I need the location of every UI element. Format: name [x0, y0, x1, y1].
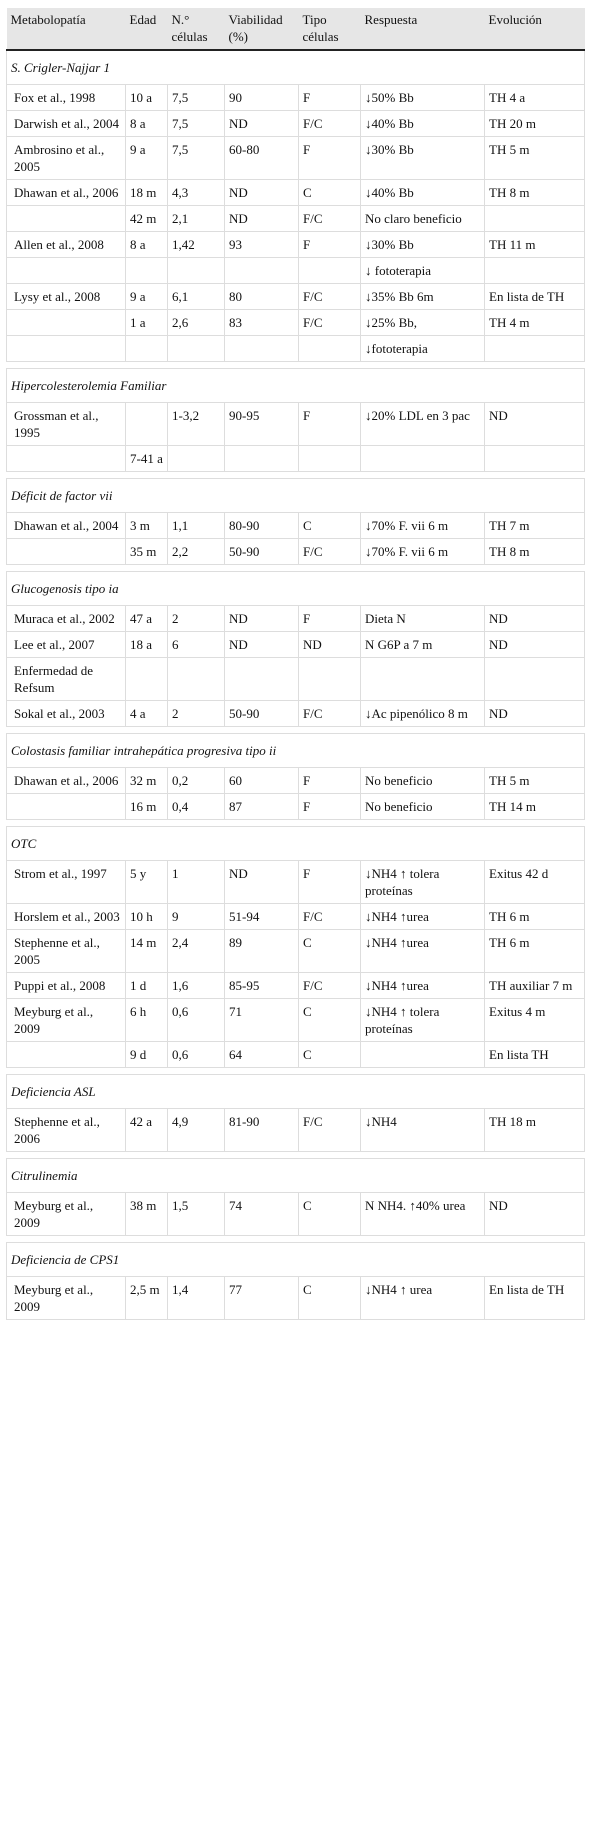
table-cell: ND: [299, 632, 361, 658]
spacer-cell: [7, 1068, 585, 1075]
table-cell: 14 m: [126, 930, 168, 973]
table-cell: ↓NH4 ↑urea: [361, 930, 485, 973]
table-cell: 2,2: [168, 539, 225, 565]
table-cell: 1-3,2: [168, 403, 225, 446]
table-cell: Stephenne et al., 2006: [7, 1109, 126, 1152]
table-cell: [168, 658, 225, 701]
table-cell: ↓ fototerapia: [361, 258, 485, 284]
table-cell: 77: [225, 1277, 299, 1320]
table-cell: [299, 446, 361, 472]
table-cell: ↓NH4 ↑urea: [361, 904, 485, 930]
spacer-cell: [7, 472, 585, 479]
section-spacer: [7, 727, 585, 734]
table-cell: 4,9: [168, 1109, 225, 1152]
table-cell: 71: [225, 999, 299, 1042]
table-row: [7, 1277, 585, 1320]
table-cell: 80-90: [225, 513, 299, 539]
section-spacer: [7, 1068, 585, 1075]
col-header: Tipo células: [299, 8, 361, 50]
section-header-row: [7, 1243, 585, 1277]
table-cell: ↓fototerapia: [361, 336, 485, 362]
table-cell: ND: [225, 632, 299, 658]
table-cell: TH 18 m: [485, 1109, 585, 1152]
table-row: [7, 111, 585, 137]
table-row: [7, 794, 585, 820]
section-header-row: [7, 572, 585, 606]
table-cell: ↓30% Bb: [361, 137, 485, 180]
section-spacer: [7, 820, 585, 827]
table-row: [7, 336, 585, 362]
section-title: S. Crigler-Najjar 1: [7, 50, 585, 85]
spacer-cell: [7, 1152, 585, 1159]
table-cell: En lista de TH: [485, 1277, 585, 1320]
table-cell: [361, 446, 485, 472]
table-cell: TH auxiliar 7 m: [485, 973, 585, 999]
table-cell: 9 a: [126, 284, 168, 310]
table-row: [7, 1042, 585, 1068]
table-cell: Lysy et al., 2008: [7, 284, 126, 310]
table-cell: 1,5: [168, 1193, 225, 1236]
table-cell: No beneficio: [361, 794, 485, 820]
table-cell: TH 7 m: [485, 513, 585, 539]
table-cell: 9: [168, 904, 225, 930]
table-cell: [7, 336, 126, 362]
table-cell: [361, 658, 485, 701]
table-cell: 80: [225, 284, 299, 310]
col-header: Viabilidad (%): [225, 8, 299, 50]
table-cell: [225, 336, 299, 362]
table-cell: F/C: [299, 539, 361, 565]
table-cell: [225, 258, 299, 284]
table-cell: 16 m: [126, 794, 168, 820]
table-cell: ↓40% Bb: [361, 111, 485, 137]
table-cell: [7, 794, 126, 820]
table-cell: 7,5: [168, 137, 225, 180]
table-row: [7, 973, 585, 999]
table-cell: Darwish et al., 2004: [7, 111, 126, 137]
table-cell: F: [299, 85, 361, 111]
table-cell: [7, 539, 126, 565]
table-cell: F/C: [299, 1109, 361, 1152]
table-cell: 4 a: [126, 701, 168, 727]
table-row: [7, 85, 585, 111]
table-cell: Muraca et al., 2002: [7, 606, 126, 632]
table-cell: 0,2: [168, 768, 225, 794]
table-cell: ↓20% LDL en 3 pac: [361, 403, 485, 446]
table-cell: 83: [225, 310, 299, 336]
section-header-row: [7, 734, 585, 768]
table-row: [7, 539, 585, 565]
table-cell: Enfermedad de Refsum: [7, 658, 126, 701]
section-title: Citrulinemia: [7, 1159, 585, 1193]
table-cell: [225, 446, 299, 472]
table-cell: [7, 310, 126, 336]
spacer-cell: [7, 565, 585, 572]
table-cell: C: [299, 513, 361, 539]
table-cell: ↓NH4 ↑urea: [361, 973, 485, 999]
table-cell: Dhawan et al., 2006: [7, 768, 126, 794]
table-cell: [7, 1042, 126, 1068]
table-row: [7, 632, 585, 658]
table-cell: [7, 258, 126, 284]
table-cell: 42 m: [126, 206, 168, 232]
section-title: Deficiencia de CPS1: [7, 1243, 585, 1277]
table-cell: 0,6: [168, 1042, 225, 1068]
section-title: OTC: [7, 827, 585, 861]
table-cell: [126, 403, 168, 446]
table-cell: 85-95: [225, 973, 299, 999]
table-row: [7, 1193, 585, 1236]
section-spacer: [7, 1152, 585, 1159]
table-cell: Sokal et al., 2003: [7, 701, 126, 727]
table-cell: [7, 446, 126, 472]
table-cell: 2,4: [168, 930, 225, 973]
table-cell: ↓35% Bb 6m: [361, 284, 485, 310]
table-row: [7, 206, 585, 232]
table-cell: 0,6: [168, 999, 225, 1042]
table-cell: ↓30% Bb: [361, 232, 485, 258]
table-cell: 18 m: [126, 180, 168, 206]
table-cell: C: [299, 1277, 361, 1320]
table-row: [7, 861, 585, 904]
table-cell: ↓50% Bb: [361, 85, 485, 111]
table-cell: 2: [168, 606, 225, 632]
table-cell: 2,1: [168, 206, 225, 232]
table-cell: N NH4. ↑40% urea: [361, 1193, 485, 1236]
table-cell: TH 4 m: [485, 310, 585, 336]
section-title: Hipercolesterolemia Familiar: [7, 369, 585, 403]
table-cell: ND: [485, 606, 585, 632]
table-cell: ND: [485, 403, 585, 446]
table-cell: 8 a: [126, 232, 168, 258]
table-cell: En lista de TH: [485, 284, 585, 310]
table-cell: [299, 258, 361, 284]
metabolic-table: [6, 8, 585, 1320]
section-header-row: [7, 369, 585, 403]
table-row: [7, 904, 585, 930]
table-cell: 9 d: [126, 1042, 168, 1068]
col-header: Metabolopatía: [7, 8, 126, 50]
table-cell: 10 a: [126, 85, 168, 111]
table-cell: ↓Ac pipenólico 8 m: [361, 701, 485, 727]
table-cell: ↓NH4 ↑ tolera proteínas: [361, 999, 485, 1042]
table-cell: 10 h: [126, 904, 168, 930]
table-cell: [299, 658, 361, 701]
table-cell: F/C: [299, 284, 361, 310]
table-cell: ↓70% F. vii 6 m: [361, 513, 485, 539]
table-cell: 81-90: [225, 1109, 299, 1152]
table-cell: TH 8 m: [485, 180, 585, 206]
table-cell: 93: [225, 232, 299, 258]
table-cell: Puppi et al., 2008: [7, 973, 126, 999]
table-cell: ND: [225, 606, 299, 632]
spacer-cell: [7, 1236, 585, 1243]
table-cell: Ambrosino et al., 2005: [7, 137, 126, 180]
table-cell: 2: [168, 701, 225, 727]
table-row: [7, 999, 585, 1042]
table-row: [7, 310, 585, 336]
section-header-row: [7, 50, 585, 85]
table-row: [7, 606, 585, 632]
table-cell: [7, 206, 126, 232]
table-cell: 42 a: [126, 1109, 168, 1152]
section-spacer: [7, 472, 585, 479]
table-cell: [225, 658, 299, 701]
table-cell: Meyburg et al., 2009: [7, 999, 126, 1042]
table-cell: [485, 658, 585, 701]
table-cell: 2,5 m: [126, 1277, 168, 1320]
table-cell: 60: [225, 768, 299, 794]
table-row: [7, 137, 585, 180]
table-cell: Exitus 4 m: [485, 999, 585, 1042]
table-cell: TH 8 m: [485, 539, 585, 565]
table-cell: [126, 658, 168, 701]
table-row: [7, 180, 585, 206]
table-cell: C: [299, 1193, 361, 1236]
table-cell: No beneficio: [361, 768, 485, 794]
table-cell: TH 5 m: [485, 137, 585, 180]
section-spacer: [7, 565, 585, 572]
table-cell: Stephenne et al., 2005: [7, 930, 126, 973]
table-cell: En lista TH: [485, 1042, 585, 1068]
table-cell: 6: [168, 632, 225, 658]
table-row: [7, 232, 585, 258]
table-cell: F: [299, 794, 361, 820]
table-cell: [485, 206, 585, 232]
table-cell: Strom et al., 1997: [7, 861, 126, 904]
table-cell: C: [299, 930, 361, 973]
table-cell: ↓40% Bb: [361, 180, 485, 206]
section-title: Colostasis familiar intrahepática progresiva tipo ii: [7, 734, 585, 768]
table-cell: 1,42: [168, 232, 225, 258]
section-header-row: [7, 1075, 585, 1109]
table-cell: ND: [485, 1193, 585, 1236]
table-row: [7, 930, 585, 973]
table-cell: F/C: [299, 310, 361, 336]
table-body: [7, 50, 585, 1320]
table-cell: 5 y: [126, 861, 168, 904]
table-cell: ↓25% Bb,: [361, 310, 485, 336]
section-header-row: [7, 1159, 585, 1193]
table-cell: ND: [485, 701, 585, 727]
table-cell: C: [299, 999, 361, 1042]
table-cell: ND: [485, 632, 585, 658]
table-cell: TH 5 m: [485, 768, 585, 794]
table-row: [7, 258, 585, 284]
table-cell: 7-41 a: [126, 446, 168, 472]
col-header: N.° células: [168, 8, 225, 50]
table-cell: Dieta N: [361, 606, 485, 632]
table-cell: [168, 446, 225, 472]
table-cell: F/C: [299, 973, 361, 999]
table-cell: Grossman et al., 1995: [7, 403, 126, 446]
table-cell: Dhawan et al., 2006: [7, 180, 126, 206]
table-cell: [485, 336, 585, 362]
table-cell: ND: [225, 180, 299, 206]
table-cell: 51-94: [225, 904, 299, 930]
table-cell: 32 m: [126, 768, 168, 794]
table-cell: TH 6 m: [485, 904, 585, 930]
table-cell: [299, 336, 361, 362]
table-cell: 6,1: [168, 284, 225, 310]
col-header: Respuesta: [361, 8, 485, 50]
spacer-cell: [7, 820, 585, 827]
table-cell: F: [299, 606, 361, 632]
table-cell: 1: [168, 861, 225, 904]
table-cell: F: [299, 137, 361, 180]
table-cell: 9 a: [126, 137, 168, 180]
table-cell: [485, 446, 585, 472]
table-cell: 90-95: [225, 403, 299, 446]
table-cell: ↓NH4: [361, 1109, 485, 1152]
section-header-row: [7, 479, 585, 513]
table-cell: ND: [225, 861, 299, 904]
col-header: Edad: [126, 8, 168, 50]
table-cell: Exitus 42 d: [485, 861, 585, 904]
table-cell: C: [299, 180, 361, 206]
table-cell: F: [299, 403, 361, 446]
spacer-cell: [7, 727, 585, 734]
table-cell: 0,4: [168, 794, 225, 820]
table-cell: F: [299, 861, 361, 904]
table-row: [7, 658, 585, 701]
table-cell: Horslem et al., 2003: [7, 904, 126, 930]
table-cell: N G6P a 7 m: [361, 632, 485, 658]
table-cell: [126, 258, 168, 284]
table-row: [7, 513, 585, 539]
table-cell: [126, 336, 168, 362]
table-cell: 47 a: [126, 606, 168, 632]
table-cell: TH 6 m: [485, 930, 585, 973]
table-cell: ↓70% F. vii 6 m: [361, 539, 485, 565]
table-cell: [168, 258, 225, 284]
table-cell: TH 11 m: [485, 232, 585, 258]
spacer-cell: [7, 362, 585, 369]
table-cell: 7,5: [168, 85, 225, 111]
table-cell: Meyburg et al., 2009: [7, 1193, 126, 1236]
table-cell: 1 d: [126, 973, 168, 999]
table-cell: 18 a: [126, 632, 168, 658]
table-cell: Fox et al., 1998: [7, 85, 126, 111]
table-cell: Meyburg et al., 2009: [7, 1277, 126, 1320]
table-cell: 8 a: [126, 111, 168, 137]
section-title: Deficiencia ASL: [7, 1075, 585, 1109]
table-cell: 35 m: [126, 539, 168, 565]
table-cell: Allen et al., 2008: [7, 232, 126, 258]
table-cell: F: [299, 232, 361, 258]
table-cell: 6 h: [126, 999, 168, 1042]
table-cell: F: [299, 768, 361, 794]
table-cell: F/C: [299, 904, 361, 930]
table-row: [7, 403, 585, 446]
table-cell: [168, 336, 225, 362]
table-cell: ND: [225, 111, 299, 137]
section-spacer: [7, 1236, 585, 1243]
table-cell: 74: [225, 1193, 299, 1236]
table-cell: [361, 1042, 485, 1068]
table-cell: TH 4 a: [485, 85, 585, 111]
header-row: [7, 8, 585, 50]
table-cell: 87: [225, 794, 299, 820]
table-cell: TH 14 m: [485, 794, 585, 820]
table-cell: ↓NH4 ↑ urea: [361, 1277, 485, 1320]
table-cell: Lee et al., 2007: [7, 632, 126, 658]
table-cell: C: [299, 1042, 361, 1068]
section-title: Glucogenosis tipo ia: [7, 572, 585, 606]
table-cell: 90: [225, 85, 299, 111]
table-cell: 1,1: [168, 513, 225, 539]
section-spacer: [7, 362, 585, 369]
table-cell: 1,4: [168, 1277, 225, 1320]
table-row: [7, 1109, 585, 1152]
table-cell: F/C: [299, 111, 361, 137]
table-cell: 89: [225, 930, 299, 973]
table-cell: 1 a: [126, 310, 168, 336]
table-cell: TH 20 m: [485, 111, 585, 137]
table-cell: 60-80: [225, 137, 299, 180]
table-cell: 7,5: [168, 111, 225, 137]
table-cell: 2,6: [168, 310, 225, 336]
table-cell: No claro beneficio: [361, 206, 485, 232]
table-cell: [485, 258, 585, 284]
table-cell: 50-90: [225, 539, 299, 565]
section-header-row: [7, 827, 585, 861]
table-row: [7, 768, 585, 794]
table-cell: 64: [225, 1042, 299, 1068]
section-title: Déficit de factor vii: [7, 479, 585, 513]
table-cell: 3 m: [126, 513, 168, 539]
table-cell: 4,3: [168, 180, 225, 206]
table-cell: 38 m: [126, 1193, 168, 1236]
table-cell: 50-90: [225, 701, 299, 727]
table-row: [7, 701, 585, 727]
table-cell: Dhawan et al., 2004: [7, 513, 126, 539]
table-cell: 1,6: [168, 973, 225, 999]
table-cell: ↓NH4 ↑ tolera proteínas: [361, 861, 485, 904]
table-cell: F/C: [299, 701, 361, 727]
table-cell: F/C: [299, 206, 361, 232]
col-header: Evolución: [485, 8, 585, 50]
table-cell: ND: [225, 206, 299, 232]
table-row: [7, 284, 585, 310]
table-row: [7, 446, 585, 472]
